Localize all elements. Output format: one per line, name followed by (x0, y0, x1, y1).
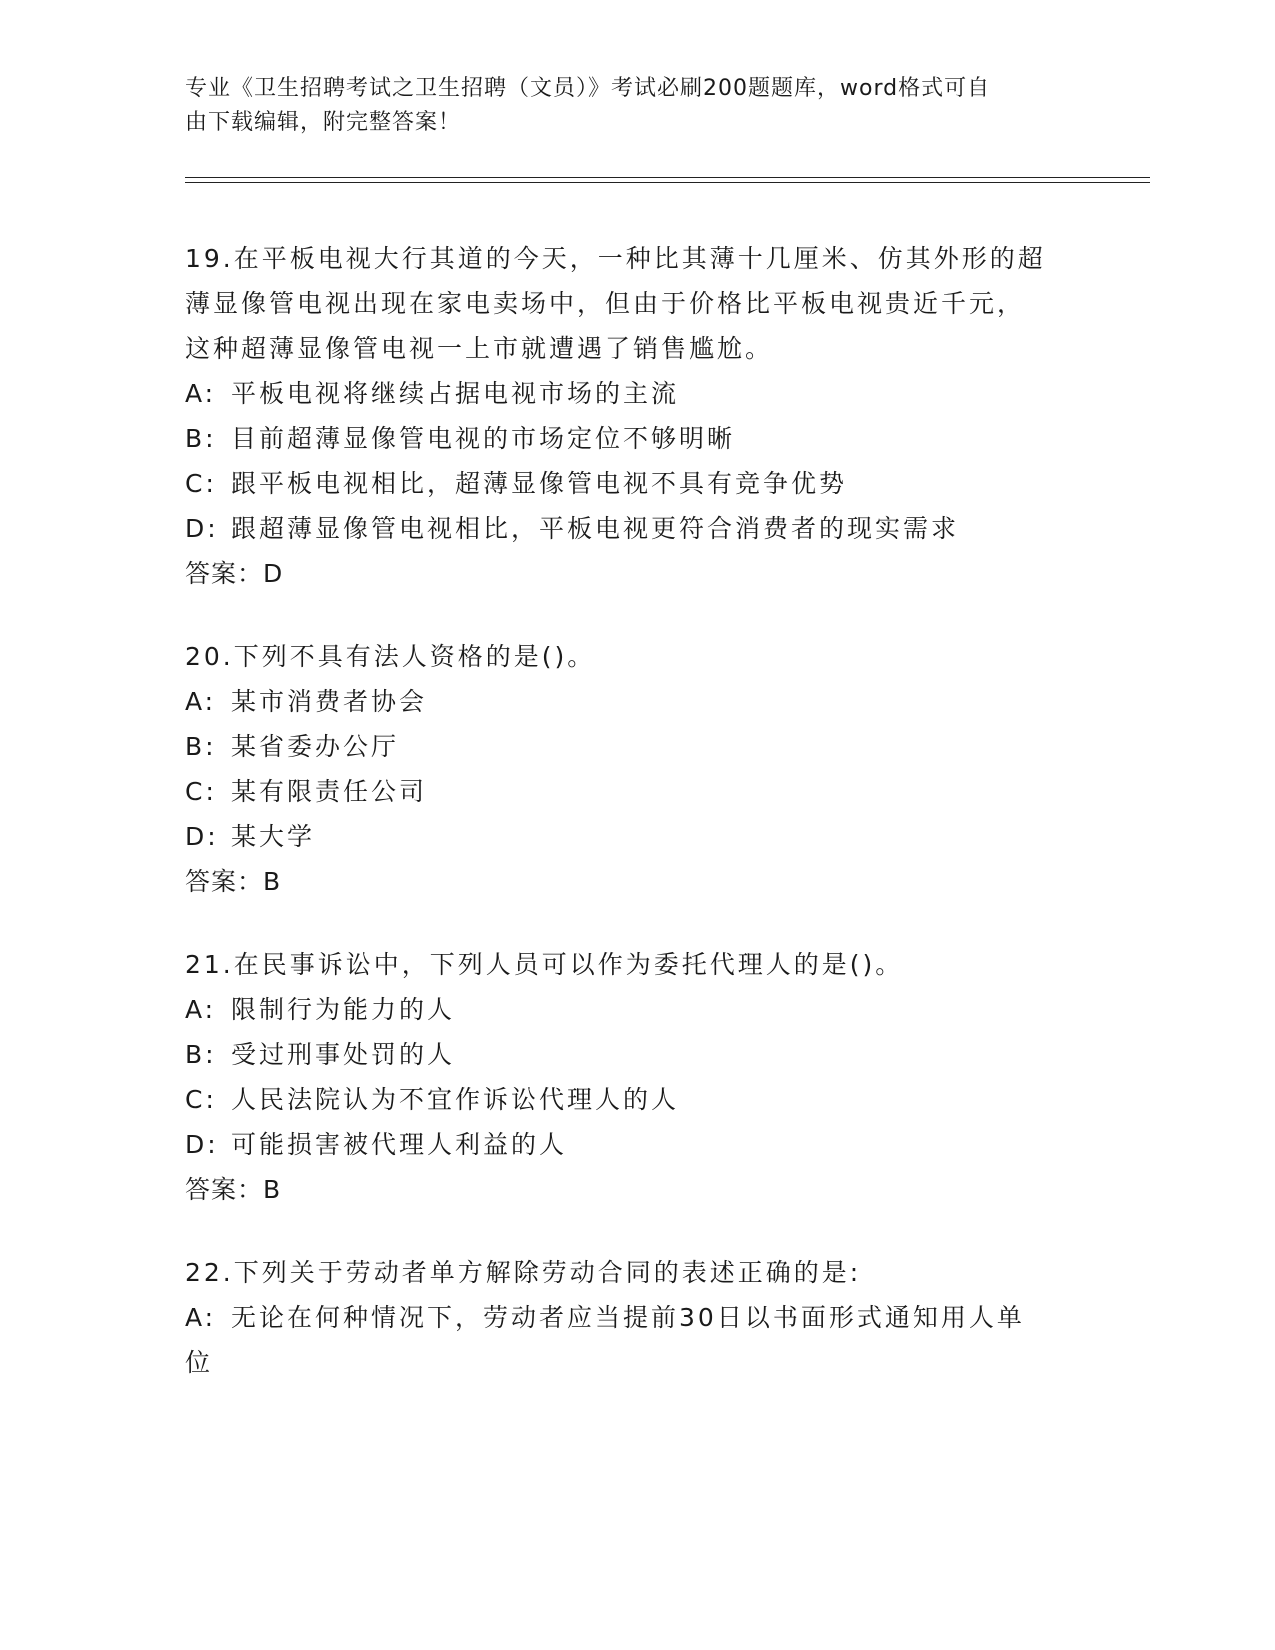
question-list (185, 236, 1085, 1423)
question-stem-line: 这种超薄显像管电视一上市就遭遇了销售尴尬。 (185, 334, 774, 363)
answer-option (185, 371, 1085, 416)
option-text: 受过刑事处罚的人 (231, 1040, 456, 1069)
answer-option (185, 724, 1085, 769)
answer-option (185, 506, 1085, 551)
question-stem-line: 薄显像管电视出现在家电卖场中，但由于价格比平板电视贵近千元， (185, 289, 1026, 318)
option-text: 某省委办公厅 (231, 732, 400, 761)
option-letter: D: (185, 514, 219, 543)
option-text: 平板电视将继续占据电视市场的主流 (231, 379, 680, 408)
option-text: 某有限责任公司 (231, 777, 428, 806)
option-letter: A: (185, 687, 217, 716)
question-block (185, 634, 1085, 904)
option-letter: D: (185, 822, 219, 851)
answer-key: 答案：B (185, 867, 282, 896)
option-text-continuation: 位 (185, 1348, 214, 1377)
question-stem-line: 21.在民事诉讼中，下列人员可以作为委托代理人的是()。 (185, 950, 904, 979)
answer-option (185, 416, 1085, 461)
option-letter: D: (185, 1130, 219, 1159)
header-line-1: 专业《卫生招聘考试之卫生招聘（文员）》考试必刷200题题库，word格式可自 (185, 76, 991, 101)
question-block (185, 236, 1085, 596)
answer-option (185, 1032, 1085, 1077)
answer-option (185, 987, 1085, 1032)
option-text: 目前超薄显像管电视的市场定位不够明晰 (231, 424, 736, 453)
document-header (185, 72, 1085, 140)
answer-option (185, 679, 1085, 724)
option-text: 可能损害被代理人利益的人 (231, 1130, 568, 1159)
option-text: 无论在何种情况下，劳动者应当提前30日以书面形式通知用人单 (231, 1303, 1025, 1332)
option-letter: A: (185, 1303, 217, 1332)
answer-option (185, 769, 1085, 814)
option-text: 某大学 (231, 822, 316, 851)
answer-option (185, 814, 1085, 859)
answer-option (185, 461, 1085, 506)
question-stem-line: 19.在平板电视大行其道的今天，一种比其薄十几厘米、仿其外形的超 (185, 244, 1046, 273)
answer-option (185, 1077, 1085, 1122)
option-letter: B: (185, 732, 217, 761)
question-stem-line: 22.下列关于劳动者单方解除劳动合同的表述正确的是: (185, 1258, 862, 1287)
option-letter: A: (185, 379, 217, 408)
header-divider-top (185, 177, 1150, 178)
answer-key: 答案：B (185, 1175, 282, 1204)
option-letter: C: (185, 1085, 217, 1114)
question-stem-line: 20.下列不具有法人资格的是()。 (185, 642, 596, 671)
header-divider-bottom (185, 182, 1150, 183)
option-letter: A: (185, 995, 217, 1024)
option-text: 跟平板电视相比，超薄显像管电视不具有竞争优势 (231, 469, 848, 498)
question-block (185, 1250, 1085, 1385)
header-line-2: 由下载编辑，附完整答案！ (185, 110, 462, 135)
option-letter: B: (185, 424, 217, 453)
option-letter: C: (185, 469, 217, 498)
answer-key: 答案：D (185, 559, 284, 588)
option-letter: B: (185, 1040, 217, 1069)
option-letter: C: (185, 777, 217, 806)
answer-option (185, 1295, 1085, 1340)
option-text: 限制行为能力的人 (231, 995, 456, 1024)
question-block (185, 942, 1085, 1212)
option-text: 某市消费者协会 (231, 687, 428, 716)
option-text: 人民法院认为不宜作诉讼代理人的人 (231, 1085, 680, 1114)
answer-option (185, 1122, 1085, 1167)
option-text: 跟超薄显像管电视相比，平板电视更符合消费者的现实需求 (231, 514, 960, 543)
